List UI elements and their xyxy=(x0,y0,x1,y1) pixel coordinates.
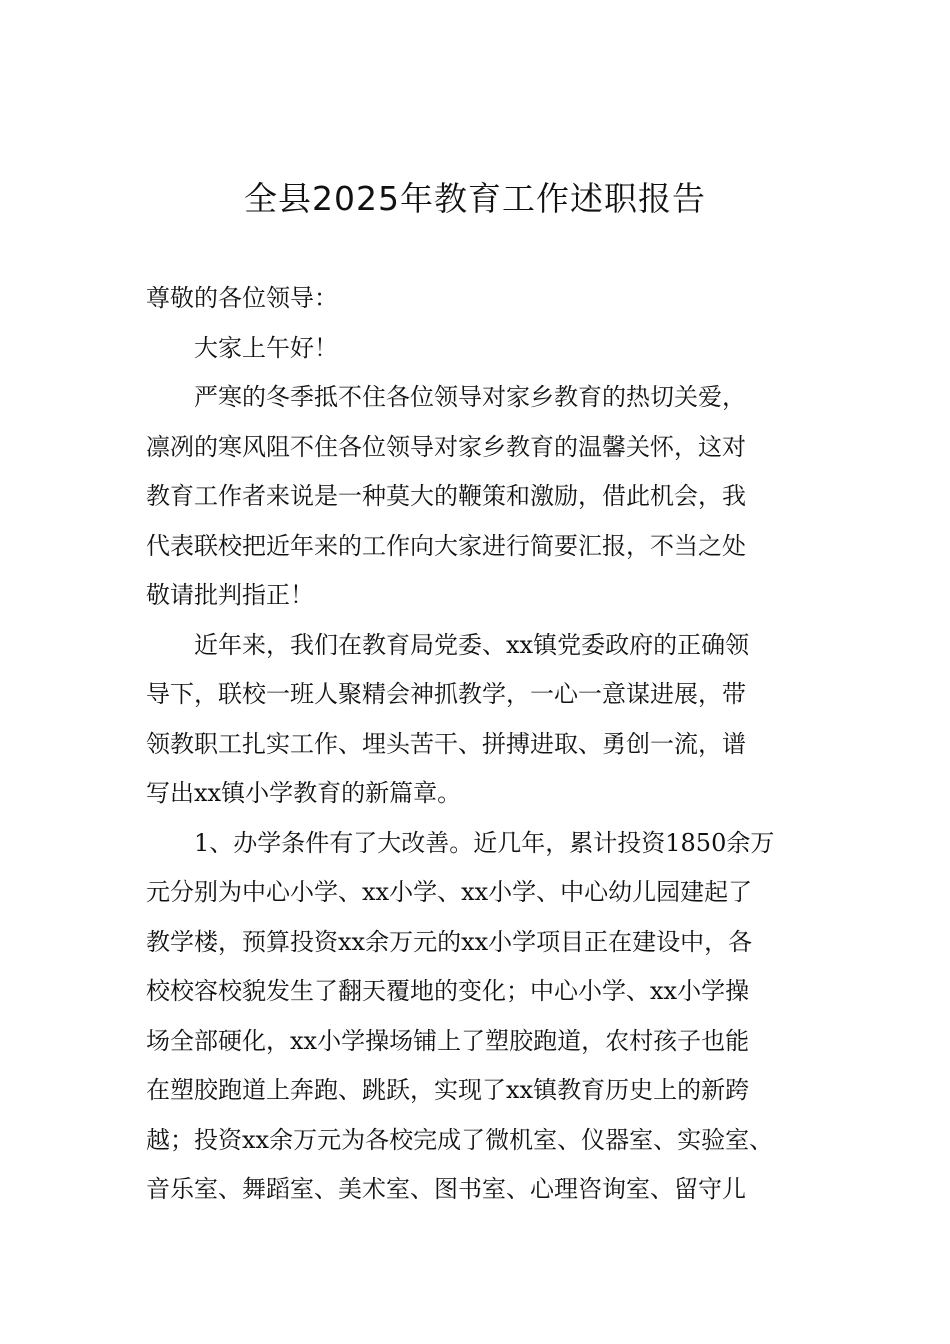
paragraph-line: 领教职工扎实工作、埋头苦干、拼搏进取、勇创一流，谱 xyxy=(146,729,746,758)
paragraph-line: 越；投资xx余万元为各校完成了微机室、仪器室、实验室、 xyxy=(146,1125,774,1154)
paragraph-line: 严寒的冬季抵不住各位领导对家乡教育的热切关爱， xyxy=(194,383,746,411)
paragraph-1 xyxy=(146,373,816,621)
paragraph-line: 音乐室、舞蹈室、美术室、图书室、心理咨询室、留守儿 xyxy=(146,1175,746,1203)
paragraph-line: 教育工作者来说是一种莫大的鞭策和激励，借此机会，我 xyxy=(146,482,746,510)
paragraph-line: 场全部硬化，xx小学操场铺上了塑胶跑道，农村孩子也能 xyxy=(146,1026,750,1055)
document-body xyxy=(146,274,816,1215)
paragraph-line: 1、办学条件有了大改善。近几年，累计投资1850余万 xyxy=(194,828,775,857)
paragraph-line: 在塑胶跑道上奔跑、跳跃，实现了xx镇教育历史上的新跨 xyxy=(146,1076,750,1104)
paragraph-2 xyxy=(146,621,816,819)
paragraph-line: 校校容校貌发生了翻天覆地的变化；中心小学、xx小学操 xyxy=(146,977,750,1005)
paragraph-line: 代表联校把近年来的工作向大家进行简要汇报，不当之处 xyxy=(146,531,746,560)
paragraph-line: 写出xx镇小学教育的新篇章。 xyxy=(146,779,462,807)
document-title: 全县2025年教育工作述职报告 xyxy=(244,179,706,218)
greeting: 大家上午好！ xyxy=(194,333,338,362)
salutation: 尊敬的各位领导： xyxy=(146,284,338,312)
paragraph-3 xyxy=(146,819,816,1215)
paragraph-line: 元分别为中心小学、xx小学、xx小学、中心幼儿园建起了 xyxy=(146,878,753,906)
paragraph-line: 敬请批判指正！ xyxy=(146,581,314,609)
paragraph-line: 近年来，我们在教育局党委、xx镇党委政府的正确领 xyxy=(194,630,750,659)
paragraph-line: 凛冽的寒风阻不住各位领导对家乡教育的温馨关怀，这对 xyxy=(146,432,746,461)
paragraph-line: 导下，联校一班人聚精会神抓教学，一心一意谋进展，带 xyxy=(146,680,746,708)
paragraph-line: 教学楼，预算投资xx余万元的xx小学项目正在建设中，各 xyxy=(146,927,753,956)
